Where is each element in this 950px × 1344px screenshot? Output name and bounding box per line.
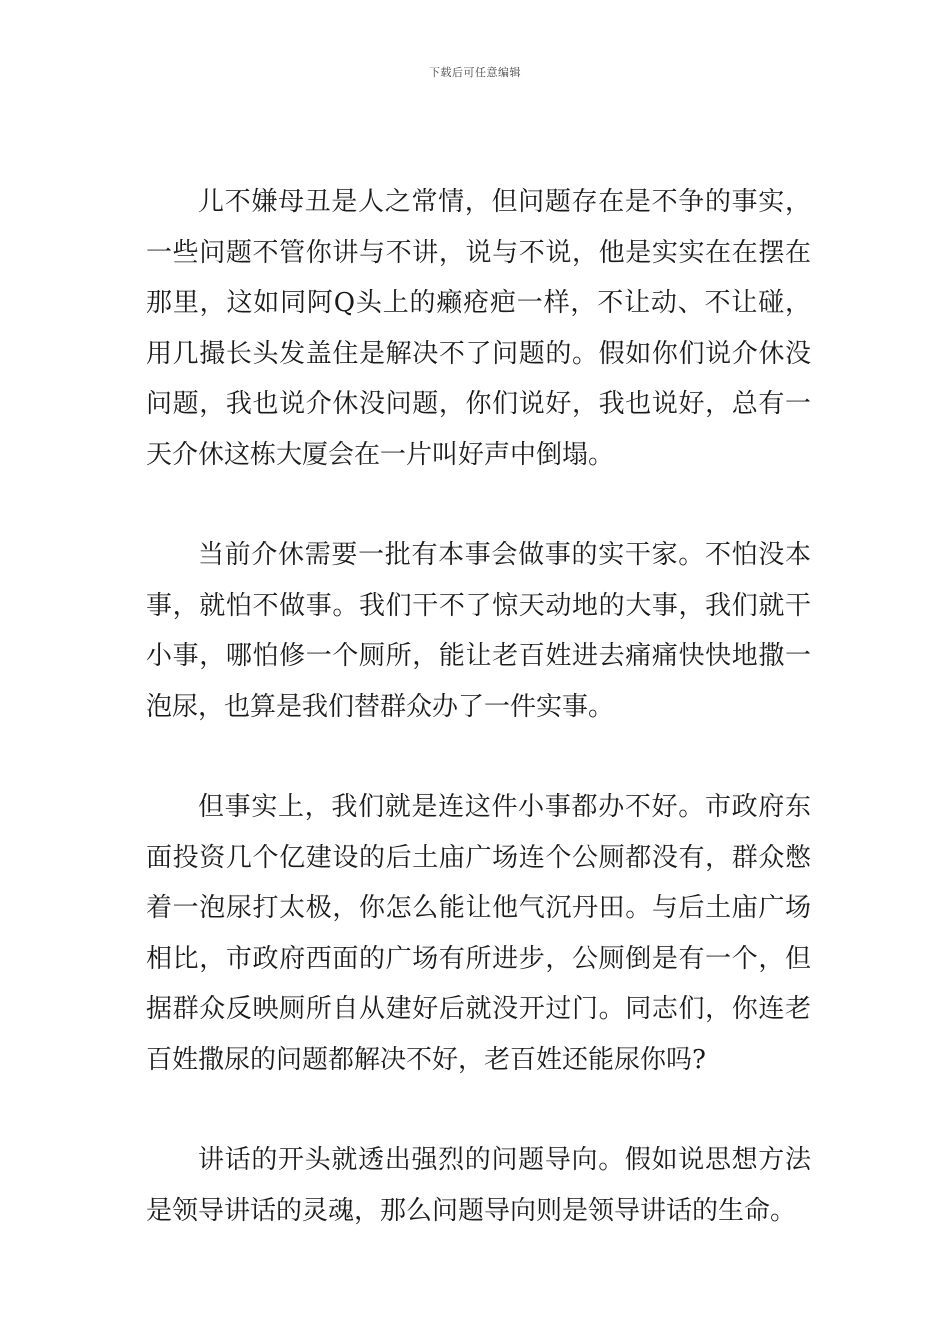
page-header-note: 下载后可任意编辑 [429, 66, 521, 79]
document-body [146, 177, 811, 1236]
paragraph-2: 当前介休需要一批有本事会做事的实干家。不怕没本事，就怕不做事。我们干不了惊天动地的大事，我们就干小事，哪怕修一个厕所，能让老百姓进去痛痛快快地撒一泡尿，也算是我们替群众办了一件实事。 [146, 540, 811, 722]
paragraph-3: 但事实上，我们就是连这件小事都办不好。市政府东面投资几个亿建设的后土庙广场连个公厕都没有，群众憋着一泡尿打太极，你怎么能让他气沉丹田。与后土庙广场相比，市政府西面的广场有所进步，公厕倒是有一个，但据群众反映厕所自从建好后就没开过门。同志们，你连老百姓撒尿的问题都解决不好，老百姓还能尿你吗? [146, 792, 811, 1075]
paragraph-4: 讲话的开头就透出强烈的问题导向。假如说思想方法是领导讲话的灵魂，那么问题导向则是领导讲话的生命。 [146, 1145, 811, 1226]
paragraph-1: 儿不嫌母丑是人之常情，但问题存在是不争的事实，一些问题不管你讲与不讲，说与不说，他是实实在在摆在那里，这如同阿Q头上的癞疮疤一样，不让动、不让碰，用几撮长头发盖住是解决不了问题的。假如你们说介休没问题，我也说介休没问题，你们说好，我也说好，总有一天介休这栋大厦会在一片叫好声中倒塌。 [146, 187, 811, 470]
